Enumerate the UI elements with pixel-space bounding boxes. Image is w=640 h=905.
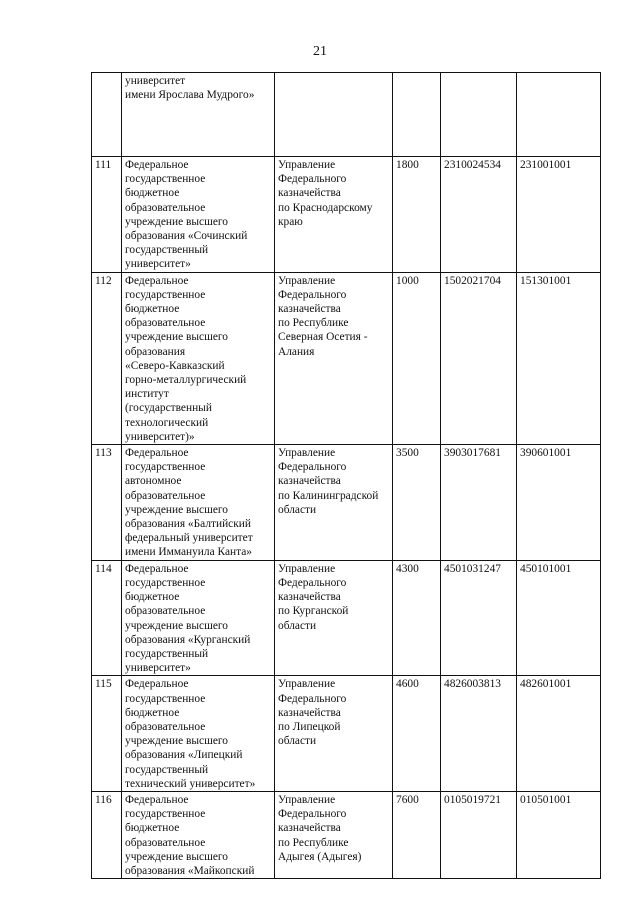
recipients-table xyxy=(91,72,601,879)
amount-cell: 1800 xyxy=(393,157,441,273)
kpp-cell xyxy=(517,73,601,157)
kpp-cell: 482601001 xyxy=(517,676,601,792)
table-row xyxy=(92,157,601,273)
kpp-cell: 231001001 xyxy=(517,157,601,273)
row-number-cell xyxy=(92,73,122,157)
kpp-cell: 390601001 xyxy=(517,445,601,561)
institution-name-cell: Федеральное государственное бюджетное образовательное учреждение высшего образования «Майкопский xyxy=(122,791,275,878)
amount-cell xyxy=(393,73,441,157)
institution-name-cell: университет имени Ярослава Мудрого» xyxy=(122,73,275,157)
institution-name-cell: Федеральное государственное бюджетное образовательное учреждение высшего образования «Сочинский государственный университет» xyxy=(122,157,275,273)
treasury-office-cell: Управление Федерального казначейства по Краснодарскому краю xyxy=(275,157,393,273)
treasury-office-cell: Управление Федерального казначейства по Курганской области xyxy=(275,560,393,676)
amount-cell: 4300 xyxy=(393,560,441,676)
page-number: 21 xyxy=(313,44,327,59)
table-row xyxy=(92,560,601,676)
treasury-office-cell xyxy=(275,73,393,157)
table-row xyxy=(92,676,601,792)
row-number-cell: 116 xyxy=(92,791,122,878)
inn-cell: 2310024534 xyxy=(441,157,517,273)
treasury-office-cell: Управление Федерального казначейства по Республике Северная Осетия - Алания xyxy=(275,272,393,444)
institution-name-cell: Федеральное государственное бюджетное образовательное учреждение высшего образования «Курганский государственный университет» xyxy=(122,560,275,676)
institution-name-cell: Федеральное государственное бюджетное образовательное учреждение высшего образования «Липецкий государственный технический университет» xyxy=(122,676,275,792)
row-number-cell: 115 xyxy=(92,676,122,792)
table-row xyxy=(92,445,601,561)
table-row-continuation xyxy=(92,73,601,157)
amount-cell: 1000 xyxy=(393,272,441,444)
inn-cell: 1502021704 xyxy=(441,272,517,444)
treasury-office-cell: Управление Федерального казначейства по Калининградской области xyxy=(275,445,393,561)
institution-name-cell: Федеральное государственное автономное образовательное учреждение высшего образования «Балтийский федеральный университет имени Иммануила Канта» xyxy=(122,445,275,561)
table-row xyxy=(92,791,601,878)
treasury-office-cell: Управление Федерального казначейства по Республике Адыгея (Адыгея) xyxy=(275,791,393,878)
row-number-cell: 114 xyxy=(92,560,122,676)
kpp-cell: 151301001 xyxy=(517,272,601,444)
row-number-cell: 112 xyxy=(92,272,122,444)
inn-cell xyxy=(441,73,517,157)
treasury-office-cell: Управление Федерального казначейства по Липецкой области xyxy=(275,676,393,792)
inn-cell: 0105019721 xyxy=(441,791,517,878)
inn-cell: 3903017681 xyxy=(441,445,517,561)
row-number-cell: 113 xyxy=(92,445,122,561)
row-number-cell: 111 xyxy=(92,157,122,273)
inn-cell: 4501031247 xyxy=(441,560,517,676)
kpp-cell: 450101001 xyxy=(517,560,601,676)
table-row xyxy=(92,272,601,444)
kpp-cell: 010501001 xyxy=(517,791,601,878)
amount-cell: 4600 xyxy=(393,676,441,792)
inn-cell: 4826003813 xyxy=(441,676,517,792)
amount-cell: 3500 xyxy=(393,445,441,561)
amount-cell: 7600 xyxy=(393,791,441,878)
institution-name-cell: Федеральное государственное бюджетное образовательное учреждение высшего образования «Северо-Кавказский горно-металлургический институт (государственный технологический университет)» xyxy=(122,272,275,444)
